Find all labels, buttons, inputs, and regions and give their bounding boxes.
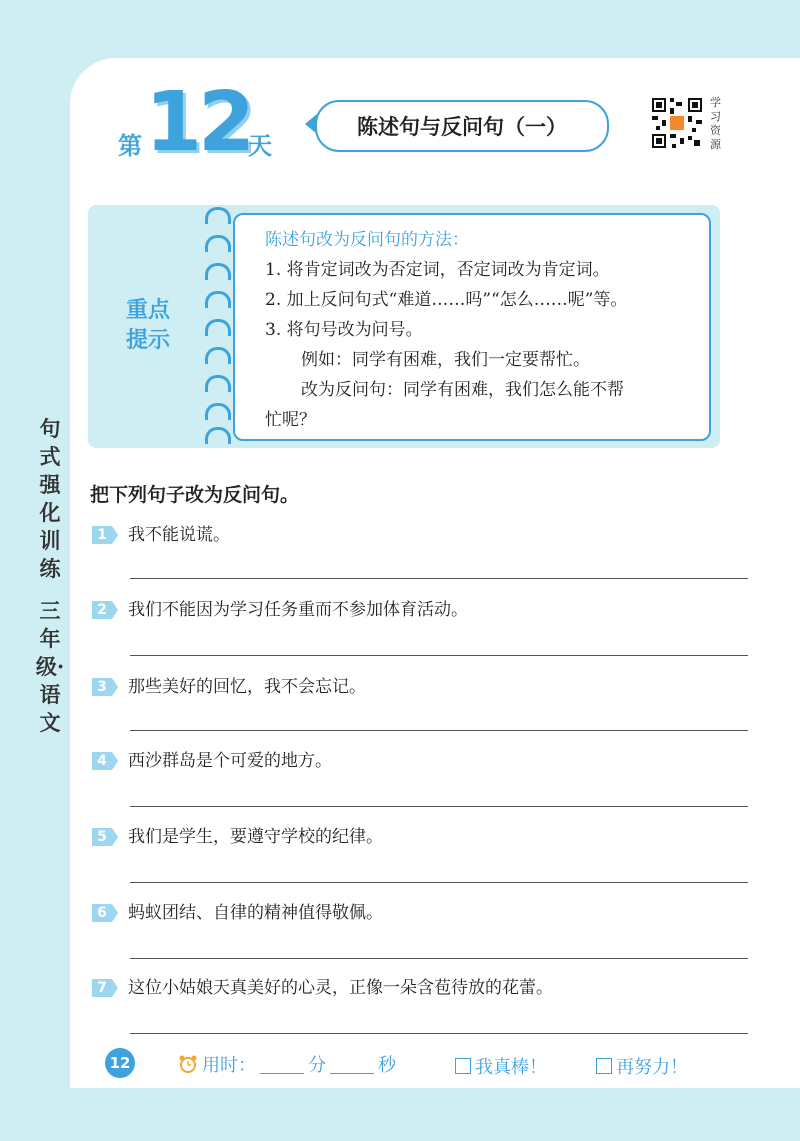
- minutes-unit: 分: [308, 1055, 326, 1076]
- answer-line[interactable]: [130, 655, 748, 656]
- checkbox[interactable]: [596, 1058, 612, 1074]
- question-text: 我们不能因为学习任务重而不参加体育活动。: [128, 600, 468, 620]
- tip-card: [233, 213, 711, 441]
- seconds-unit: 秒: [378, 1055, 396, 1076]
- answer-line[interactable]: [130, 958, 748, 959]
- check-label: 再努力！: [616, 1057, 688, 1078]
- checkbox[interactable]: [455, 1058, 471, 1074]
- grade-subject: 三年级·语文: [35, 598, 65, 735]
- ring-icon: [205, 319, 231, 336]
- question-text: 西沙群岛是个可爱的地方。: [128, 751, 332, 771]
- ring-icon: [205, 427, 231, 444]
- side-title: [34, 415, 66, 737]
- tip-converted: 改为反问句：同学有困难，我们怎么能不帮: [301, 380, 624, 400]
- self-check-great[interactable]: [455, 1053, 547, 1079]
- tip-rule: 3. 将句号改为问号。: [265, 320, 423, 340]
- tip-lead: 陈述句改为反问句的方法：: [265, 230, 469, 250]
- lesson-title-banner: [315, 100, 609, 152]
- check-label: 我真棒！: [475, 1057, 547, 1078]
- question-item: [92, 522, 752, 552]
- answer-line[interactable]: [130, 730, 748, 731]
- question-item: [92, 975, 752, 1005]
- question-item: [92, 597, 752, 627]
- question-number: 6: [92, 904, 112, 922]
- question-text: 这位小姑娘天真美好的心灵，正像一朵含苞待放的花蕾。: [128, 978, 553, 998]
- ring-icon: [205, 347, 231, 364]
- tip-example: 例如：同学有困难，我们一定要帮忙。: [301, 350, 590, 370]
- answer-line[interactable]: [130, 1033, 748, 1034]
- ring-icon: [205, 263, 231, 280]
- ring-icon: [205, 375, 231, 392]
- tip-converted-cont: 忙呢？: [265, 410, 316, 430]
- day-number: 12: [145, 75, 252, 170]
- time-label: 用时：: [202, 1055, 256, 1076]
- question-number: 3: [92, 678, 112, 696]
- tip-heading: 重点提示: [125, 298, 170, 353]
- lesson-title: 陈述句与反问句（一）: [357, 115, 567, 139]
- answer-line[interactable]: [130, 882, 748, 883]
- minutes-blank[interactable]: [260, 1055, 304, 1074]
- question-number: 5: [92, 828, 112, 846]
- ring-icon: [205, 207, 231, 224]
- alarm-clock-icon: [178, 1054, 198, 1074]
- ring-icon: [205, 235, 231, 252]
- page-number: 12: [105, 1048, 135, 1078]
- question-number: 1: [92, 526, 112, 544]
- question-text: 我不能说谎。: [128, 525, 230, 545]
- question-text: 那些美好的回忆，我不会忘记。: [128, 677, 366, 697]
- question-number: 4: [92, 752, 112, 770]
- series-name: 句式强化训练: [39, 416, 61, 581]
- question-text: 我们是学生，要遵守学校的纪律。: [128, 827, 383, 847]
- question-text: 蚂蚁团结、自律的精神值得敬佩。: [128, 903, 383, 923]
- seconds-blank[interactable]: [330, 1055, 374, 1074]
- time-spent: [178, 1051, 396, 1077]
- question-number: 2: [92, 601, 112, 619]
- exercise-instruction: 把下列句子改为反问句。: [90, 484, 300, 506]
- tip-rule: 2. 加上反问句式“难道……吗”“怎么……呢”等。: [265, 290, 628, 310]
- self-check-try-again[interactable]: [596, 1053, 688, 1079]
- qr-label: 学习资源: [710, 96, 721, 151]
- answer-line[interactable]: [130, 578, 748, 579]
- answer-line[interactable]: [130, 806, 748, 807]
- question-item: [92, 900, 752, 930]
- question-number: 7: [92, 979, 112, 997]
- question-item: [92, 674, 752, 704]
- ring-icon: [205, 291, 231, 308]
- tip-rule: 1. 将肯定词改为否定词，否定词改为肯定词。: [265, 260, 610, 280]
- qr-code-icon[interactable]: [650, 96, 704, 150]
- ring-icon: [205, 403, 231, 420]
- day-suffix: 天: [248, 131, 272, 160]
- day-prefix: 第: [118, 131, 142, 160]
- question-item: [92, 824, 752, 854]
- question-item: [92, 748, 752, 778]
